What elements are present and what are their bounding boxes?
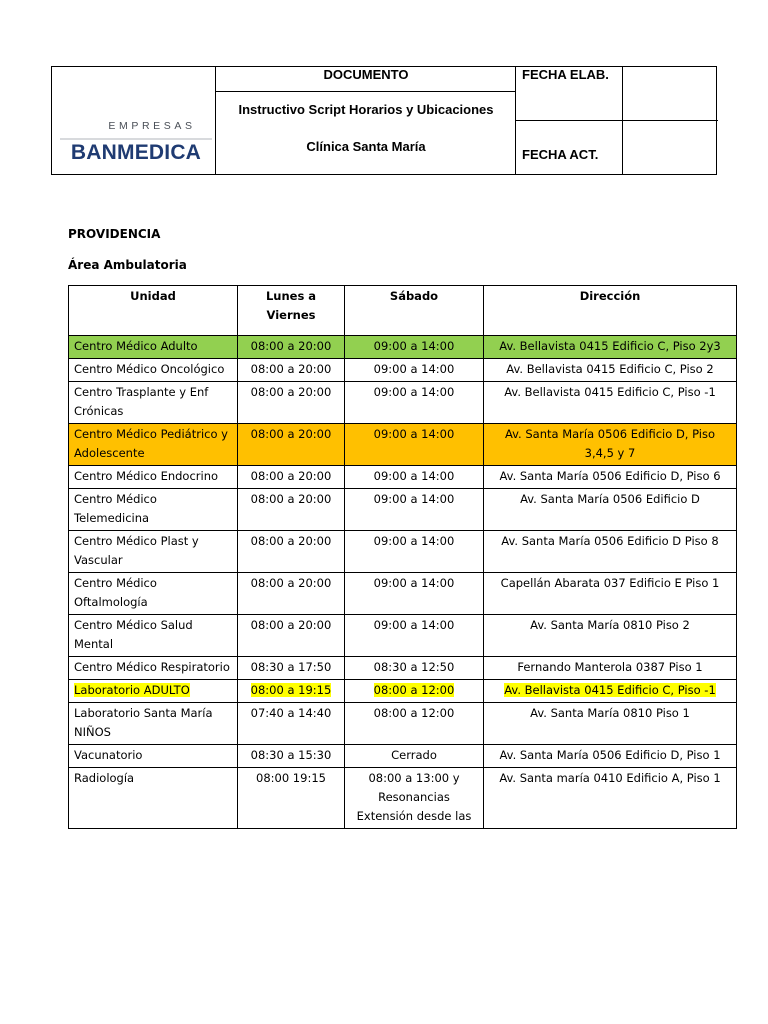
table-row (69, 336, 737, 359)
header-divider (215, 91, 515, 92)
schedule-table (68, 285, 737, 829)
document-title: Instructivo Script Horarios y Ubicaciones (238, 102, 494, 117)
address-cell: Av. Santa maría 0410 Edificio A, Piso 1 (484, 768, 737, 829)
column-header: Lunes a Viernes (238, 286, 345, 336)
document-header (51, 66, 717, 175)
highlighted-text: Av. Bellavista 0415 Edificio C, Piso -1 (504, 683, 716, 697)
saturday-hours-cell: 09:00 a 14:00 (345, 382, 484, 424)
unidad-cell: Centro Trasplante y Enf Crónicas (69, 382, 238, 424)
saturday-hours-cell: 09:00 a 14:00 (345, 531, 484, 573)
fecha-act-label: FECHA ACT. (522, 147, 599, 162)
table-row (69, 573, 737, 615)
clinic-name: Clínica Santa María (306, 139, 426, 154)
highlighted-text: Laboratorio ADULTO (74, 683, 190, 697)
area-heading: Área Ambulatoria (68, 258, 187, 272)
table-row (69, 424, 737, 466)
column-header: Sábado (345, 286, 484, 336)
address-cell: Av. Santa María 0506 Edificio D (484, 489, 737, 531)
weekday-hours-cell: 08:00 a 20:00 (238, 424, 345, 466)
saturday-hours-cell: 09:00 a 14:00 (345, 424, 484, 466)
address-cell: Av. Bellavista 0415 Edificio C, Piso 2y3 (484, 336, 737, 359)
fecha-elab-label: FECHA ELAB. (522, 67, 609, 82)
unidad-cell: Centro Médico Pediátrico y Adolescente (69, 424, 238, 466)
unidad-cell: Laboratorio Santa María NIÑOS (69, 703, 238, 745)
header-divider (515, 120, 718, 121)
weekday-hours-cell: 07:40 a 14:40 (238, 703, 345, 745)
saturday-hours-cell (345, 680, 484, 703)
unidad-cell: Centro Médico Adulto (69, 336, 238, 359)
saturday-hours-cell: Cerrado (345, 745, 484, 768)
header-divider (215, 67, 216, 174)
weekday-hours-cell: 08:00 a 20:00 (238, 615, 345, 657)
highlighted-text: 08:00 a 12:00 (373, 683, 455, 697)
weekday-hours-cell: 08:00 a 20:00 (238, 382, 345, 424)
address-cell: Av. Bellavista 0415 Edificio C, Piso -1 (484, 382, 737, 424)
table-row (69, 382, 737, 424)
saturday-hours-cell: 09:00 a 14:00 (345, 466, 484, 489)
logo-wordmark: BANMEDICA (70, 141, 202, 164)
table-row (69, 768, 737, 829)
saturday-hours-cell: 08:00 a 13:00 y Resonancias Extensión desde las (345, 768, 484, 829)
table-row (69, 657, 737, 680)
weekday-hours-cell: 08:00 a 20:00 (238, 466, 345, 489)
unidad-cell: Centro Médico Endocrino (69, 466, 238, 489)
weekday-hours-cell: 08:00 a 20:00 (238, 489, 345, 531)
address-cell: Fernando Manterola 0387 Piso 1 (484, 657, 737, 680)
address-cell: Av. Santa María 0506 Edificio D, Piso 1 (484, 745, 737, 768)
saturday-hours-cell: 08:00 a 12:00 (345, 703, 484, 745)
table-row (69, 745, 737, 768)
saturday-hours-cell: 09:00 a 14:00 (345, 573, 484, 615)
unidad-cell: Radiología (69, 768, 238, 829)
address-cell: Av. Santa María 0810 Piso 2 (484, 615, 737, 657)
table-row (69, 703, 737, 745)
table-row (69, 615, 737, 657)
saturday-hours-cell: 09:00 a 14:00 (345, 615, 484, 657)
table-row (69, 680, 737, 703)
unidad-cell (69, 680, 238, 703)
column-header: Unidad (69, 286, 238, 336)
unidad-cell: Centro Médico Respiratorio (69, 657, 238, 680)
table-header-row (69, 286, 737, 336)
logo-tagline: EMPRESAS (108, 120, 196, 132)
table-row (69, 359, 737, 382)
weekday-hours-cell: 08:00 a 20:00 (238, 573, 345, 615)
column-header: Dirección (484, 286, 737, 336)
weekday-hours-cell: 08:00 a 20:00 (238, 336, 345, 359)
location-heading: PROVIDENCIA (68, 227, 161, 241)
table-row (69, 466, 737, 489)
weekday-hours-cell: 08:30 a 15:30 (238, 745, 345, 768)
address-cell (484, 680, 737, 703)
saturday-hours-cell: 09:00 a 14:00 (345, 489, 484, 531)
address-cell: Av. Bellavista 0415 Edificio C, Piso 2 (484, 359, 737, 382)
address-cell: Av. Santa María 0506 Edificio D, Piso 3,4,5 y 7 (484, 424, 737, 466)
unidad-cell: Centro Médico Oncológico (69, 359, 238, 382)
unidad-cell: Centro Médico Telemedicina (69, 489, 238, 531)
unidad-cell: Vacunatorio (69, 745, 238, 768)
logo-rule (60, 138, 212, 140)
saturday-hours-cell: 08:30 a 12:50 (345, 657, 484, 680)
unidad-cell: Centro Médico Oftalmología (69, 573, 238, 615)
address-cell: Av. Santa María 0506 Edificio D, Piso 6 (484, 466, 737, 489)
saturday-hours-cell: 09:00 a 14:00 (345, 336, 484, 359)
weekday-hours-cell: 08:30 a 17:50 (238, 657, 345, 680)
saturday-hours-cell: 09:00 a 14:00 (345, 359, 484, 382)
weekday-hours-cell (238, 680, 345, 703)
table-row (69, 531, 737, 573)
weekday-hours-cell: 08:00 a 20:00 (238, 531, 345, 573)
unidad-cell: Centro Médico Plast y Vascular (69, 531, 238, 573)
unidad-cell: Centro Médico Salud Mental (69, 615, 238, 657)
address-cell: Capellán Abarata 037 Edificio E Piso 1 (484, 573, 737, 615)
documento-label: DOCUMENTO (323, 67, 409, 82)
table-row (69, 489, 737, 531)
weekday-hours-cell: 08:00 19:15 (238, 768, 345, 829)
highlighted-text: 08:00 a 19:15 (250, 683, 332, 697)
weekday-hours-cell: 08:00 a 20:00 (238, 359, 345, 382)
address-cell: Av. Santa María 0810 Piso 1 (484, 703, 737, 745)
address-cell: Av. Santa María 0506 Edificio D Piso 8 (484, 531, 737, 573)
